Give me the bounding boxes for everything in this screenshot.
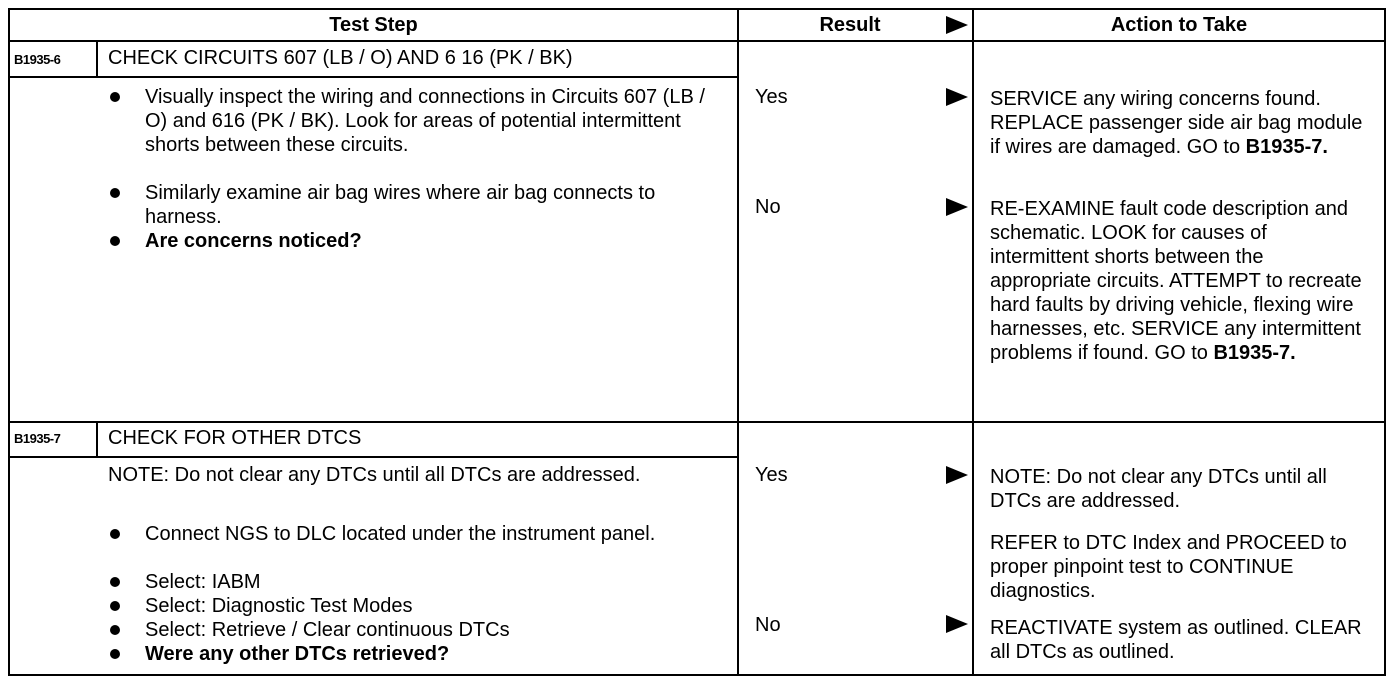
step7-title-bottom-border xyxy=(8,456,738,458)
table-left-border xyxy=(8,8,10,676)
step-title: CHECK CIRCUITS 607 (LB / O) AND 6 16 (PK / BK) xyxy=(108,47,573,69)
step-instruction: Select: IABM xyxy=(145,571,261,593)
action-no xyxy=(990,197,1365,365)
action-goto-ref: B1935-7. xyxy=(1245,136,1328,158)
result-arrow-icon xyxy=(946,615,968,633)
bullet-icon xyxy=(110,601,120,611)
header-test-step: Test Step xyxy=(329,14,418,36)
step6-bottom-border xyxy=(8,421,1386,423)
result-action-divider xyxy=(972,8,974,676)
step-instruction: Connect NGS to DLC located under the instrument panel. xyxy=(145,523,656,545)
step-instruction: Similarly examine air bag wires where air bag connects to harness. xyxy=(145,182,656,228)
action-text: SERVICE any wiring concerns found. REPLACE passenger side air bag module if wires are damaged. GO to xyxy=(990,88,1363,158)
step-id: B1935-6 xyxy=(14,52,61,67)
action-no: REACTIVATE system as outlined. CLEAR all DTCs as outlined. xyxy=(990,617,1362,663)
step-question: Were any other DTCs retrieved? xyxy=(145,643,450,665)
bullet-icon xyxy=(110,625,120,635)
step-instruction: Select: Diagnostic Test Modes xyxy=(145,595,413,617)
step-id: B1935-7 xyxy=(14,431,61,446)
action-yes: REFER to DTC Index and PROCEED to proper pinpoint test to CONTINUE diagnostics. xyxy=(990,532,1347,602)
result-no: No xyxy=(755,196,781,218)
bullet-icon xyxy=(110,529,120,539)
result-yes: Yes xyxy=(755,86,788,108)
step-instruction: Visually inspect the wiring and connections in Circuits 607 (LB / O) and 616 (PK / BK). Look for areas of potential intermittent shorts between these circuits. xyxy=(145,86,705,156)
header-action: Action to Take xyxy=(1110,14,1248,36)
bullet-icon xyxy=(110,649,120,659)
step6-title-bottom-border xyxy=(8,76,738,78)
action-note: NOTE: Do not clear any DTCs until all DTCs are addressed. xyxy=(990,466,1327,512)
result-arrow-icon xyxy=(946,88,968,106)
step-instruction: Select: Retrieve / Clear continuous DTCs xyxy=(145,619,510,641)
action-text: RE-EXAMINE fault code description and schematic. LOOK for causes of intermittent shorts between the appropriate circuits. ATTEMPT to recreate hard faults by driving vehicle, flexing wire harnesses, etc. SERVICE any intermittent problems if found. GO to xyxy=(990,198,1362,364)
stepid-divider-6 xyxy=(96,40,98,78)
header-arrow-icon xyxy=(946,16,968,34)
result-no: No xyxy=(755,614,781,636)
bullet-icon xyxy=(110,236,120,246)
bullet-icon xyxy=(110,188,120,198)
result-arrow-icon xyxy=(946,466,968,484)
action-goto-ref: B1935-7. xyxy=(1213,342,1296,364)
step-title: CHECK FOR OTHER DTCS xyxy=(108,427,362,449)
table-right-border xyxy=(1384,8,1386,676)
result-yes: Yes xyxy=(755,464,788,486)
bullet-icon xyxy=(110,577,120,587)
action-yes xyxy=(990,87,1365,159)
table-bottom-border xyxy=(8,674,1386,676)
bullet-icon xyxy=(110,92,120,102)
step-question: Are concerns noticed? xyxy=(145,230,362,252)
teststep-result-divider xyxy=(737,8,739,676)
step-note: NOTE: Do not clear any DTCs until all DTCs are addressed. xyxy=(108,464,641,486)
stepid-divider-7 xyxy=(96,421,98,458)
header-bottom-border xyxy=(8,40,1386,42)
header-result: Result xyxy=(819,14,881,36)
result-arrow-icon xyxy=(946,198,968,216)
